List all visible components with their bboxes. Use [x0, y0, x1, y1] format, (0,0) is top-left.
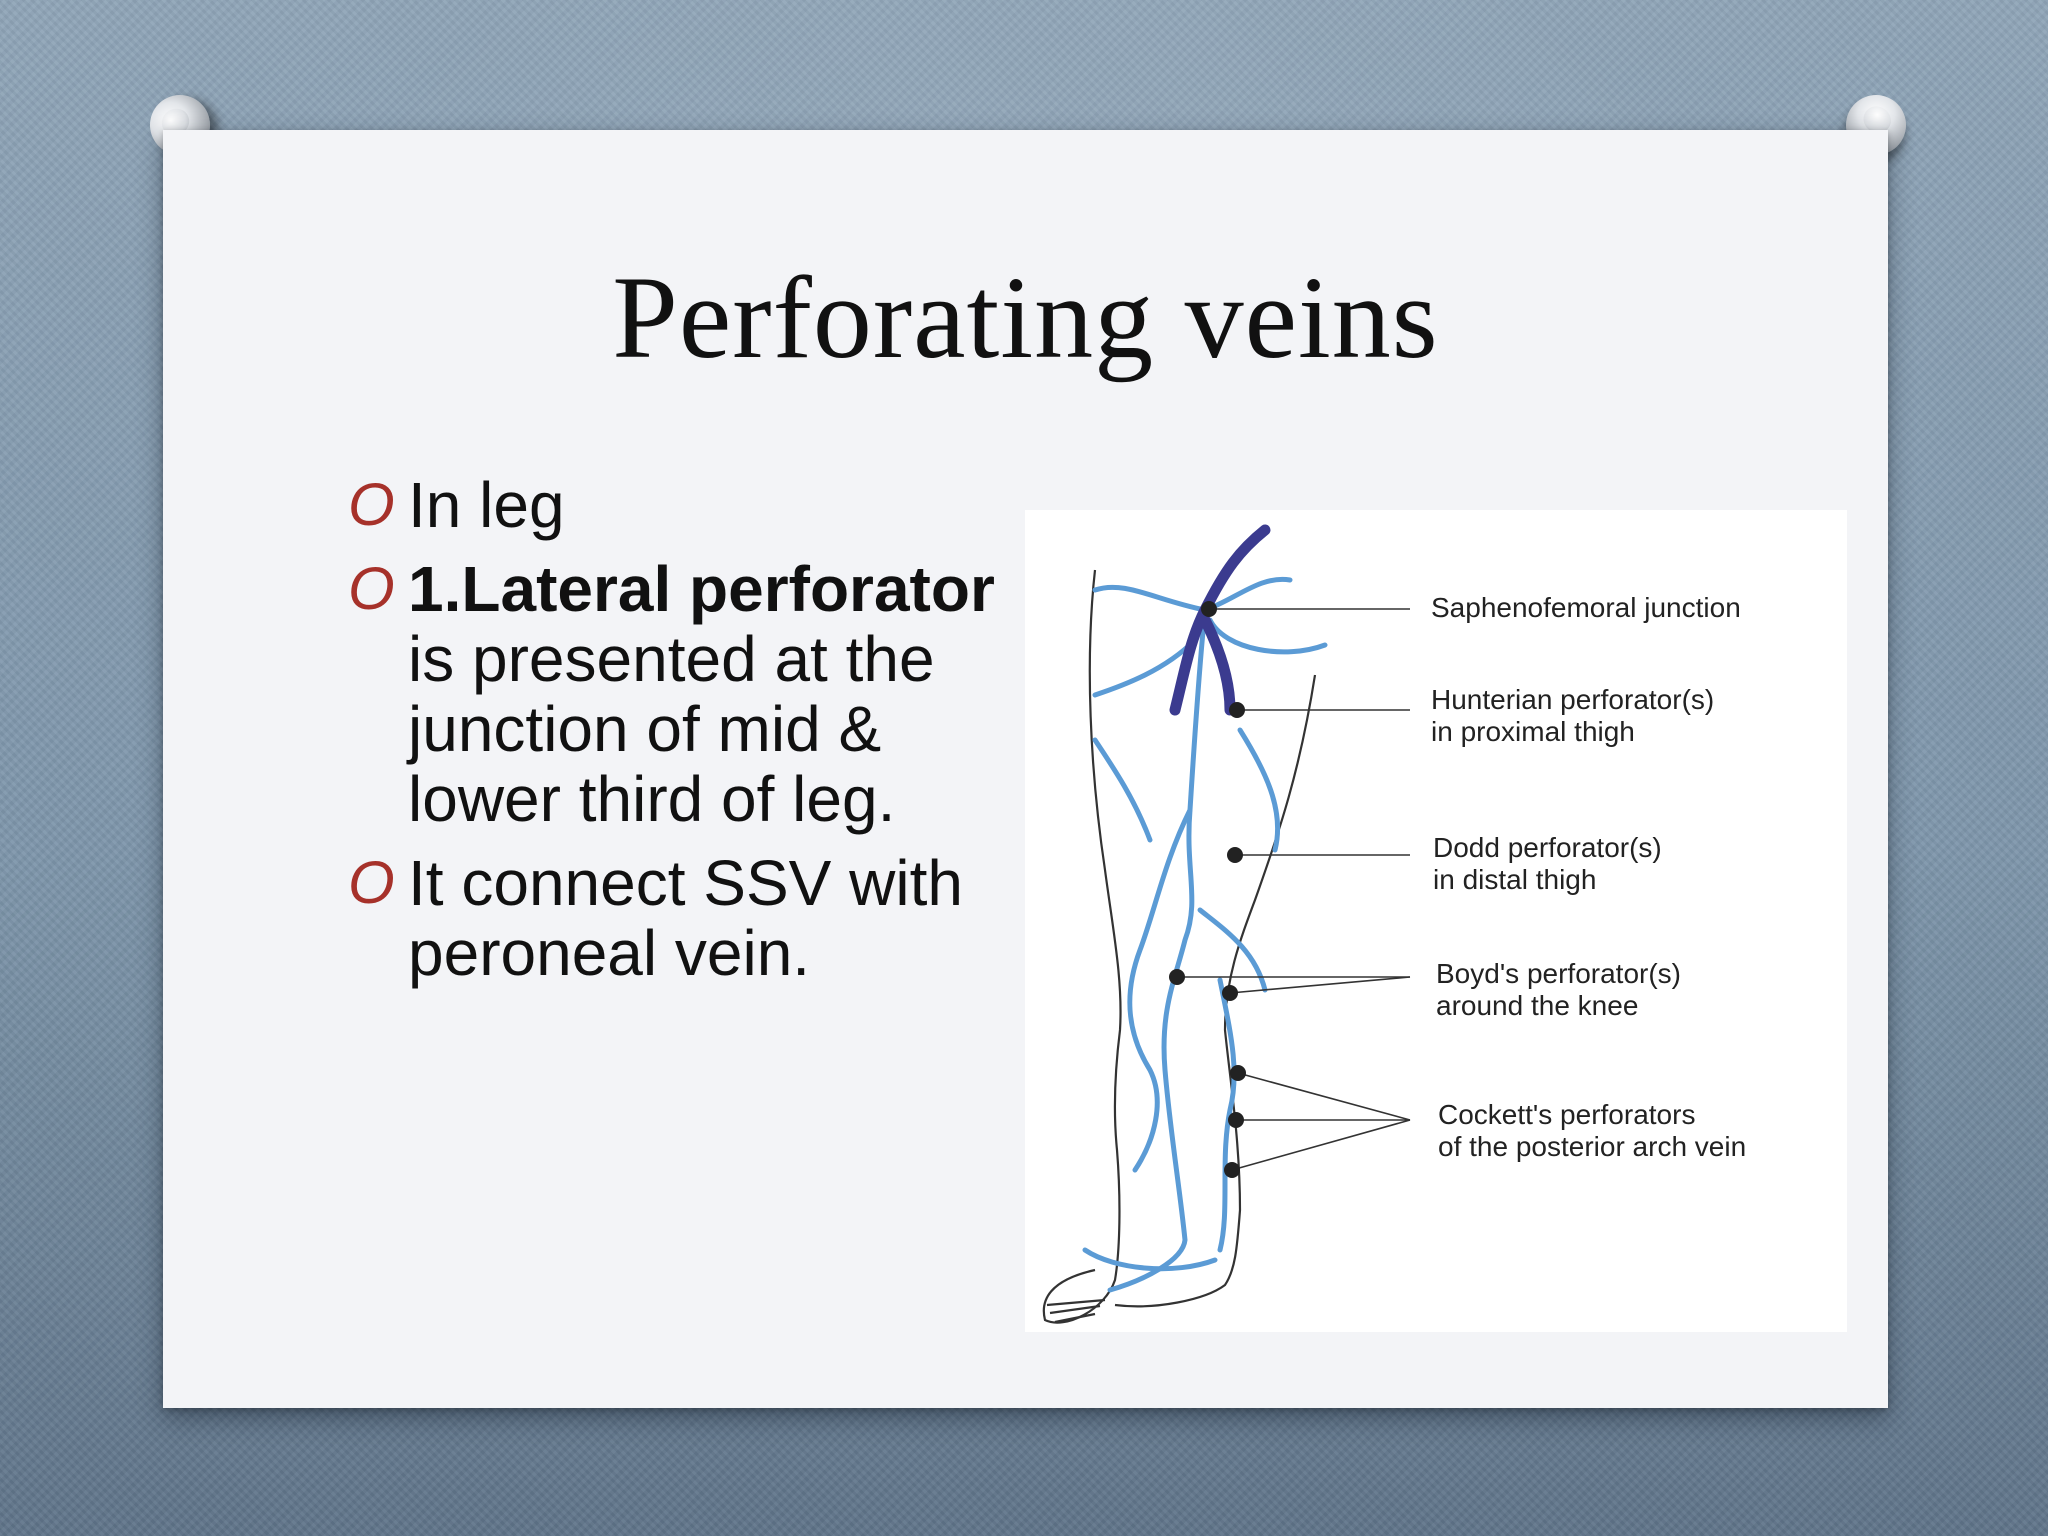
- femoral-vein: [1175, 530, 1265, 710]
- saphenous-tributary-vein: [1095, 579, 1290, 610]
- boyd-perforator-dot: [1222, 985, 1238, 1001]
- label-line: around the knee: [1436, 990, 1639, 1021]
- label-cockett-perforators: [1438, 1099, 1746, 1163]
- label-line: Boyd's perforator(s): [1436, 958, 1681, 989]
- bullet-text: It connect SSV with peroneal vein.: [408, 847, 963, 989]
- leader-line: [1232, 1120, 1410, 1170]
- cockett-perforator-dot: [1228, 1112, 1244, 1128]
- leader-lines: [1177, 609, 1410, 1170]
- saphenous-tributary-vein: [1095, 740, 1150, 840]
- label-line: Hunterian perforator(s): [1431, 684, 1715, 715]
- bullet-item: [348, 470, 998, 540]
- saphenous-tributary-vein: [1210, 620, 1325, 652]
- bullet-marker-icon: O: [348, 471, 395, 538]
- label-line: Saphenofemoral junction: [1431, 592, 1741, 623]
- saphenous-tributary-vein: [1240, 730, 1278, 850]
- leg-vein-diagram: [1025, 510, 1847, 1332]
- dorsal-venous-arch: [1085, 1250, 1215, 1269]
- bullet-text: is presented at the junction of mid & lower third of leg.: [408, 623, 935, 835]
- label-line: Dodd perforator(s): [1433, 832, 1662, 863]
- bullet-list: [348, 470, 998, 1002]
- toes-outline: [1047, 1300, 1105, 1322]
- leg-outline-front: [1044, 570, 1121, 1323]
- label-hunterian-perforator: [1431, 684, 1714, 748]
- saphenous-tributary-vein: [1200, 910, 1265, 990]
- slide-title: Perforating veins: [612, 252, 1439, 383]
- label-line: of the posterior arch vein: [1438, 1131, 1747, 1162]
- dodd-perforator-dot: [1227, 847, 1243, 863]
- great-saphenous-vein: [1110, 610, 1205, 1290]
- superficial-veins: [1085, 579, 1325, 1290]
- leader-line: [1238, 1073, 1410, 1120]
- label-dodd-perforator: [1433, 832, 1662, 896]
- hunterian-perforator-dot: [1229, 702, 1245, 718]
- cockett-perforator-dot: [1224, 1162, 1240, 1178]
- boyd-perforator-dot: [1169, 969, 1185, 985]
- saphenofemoral-junction-dot: [1201, 601, 1217, 617]
- leg-illustration: [1025, 510, 1847, 1332]
- label-line: in proximal thigh: [1431, 716, 1635, 747]
- slide-card: [163, 130, 1888, 1408]
- bullet-text: In leg: [408, 469, 565, 541]
- leg-outline-back: [1115, 675, 1315, 1306]
- cockett-perforator-dot: [1230, 1065, 1246, 1081]
- label-boyd-perforator: [1436, 958, 1681, 1022]
- label-line: in distal thigh: [1433, 864, 1597, 895]
- saphenous-tributary-vein: [1130, 810, 1190, 1170]
- bullet-item: [348, 554, 998, 834]
- leader-line: [1230, 977, 1410, 993]
- label-line: Cockett's perforators: [1438, 1099, 1696, 1130]
- bullet-marker-icon: O: [348, 849, 395, 916]
- label-saphenofemoral-junction: [1431, 592, 1741, 624]
- bullet-item: [348, 848, 998, 988]
- bullet-marker-icon: O: [348, 555, 395, 622]
- bullet-bold-text: 1.Lateral perforator: [408, 553, 995, 625]
